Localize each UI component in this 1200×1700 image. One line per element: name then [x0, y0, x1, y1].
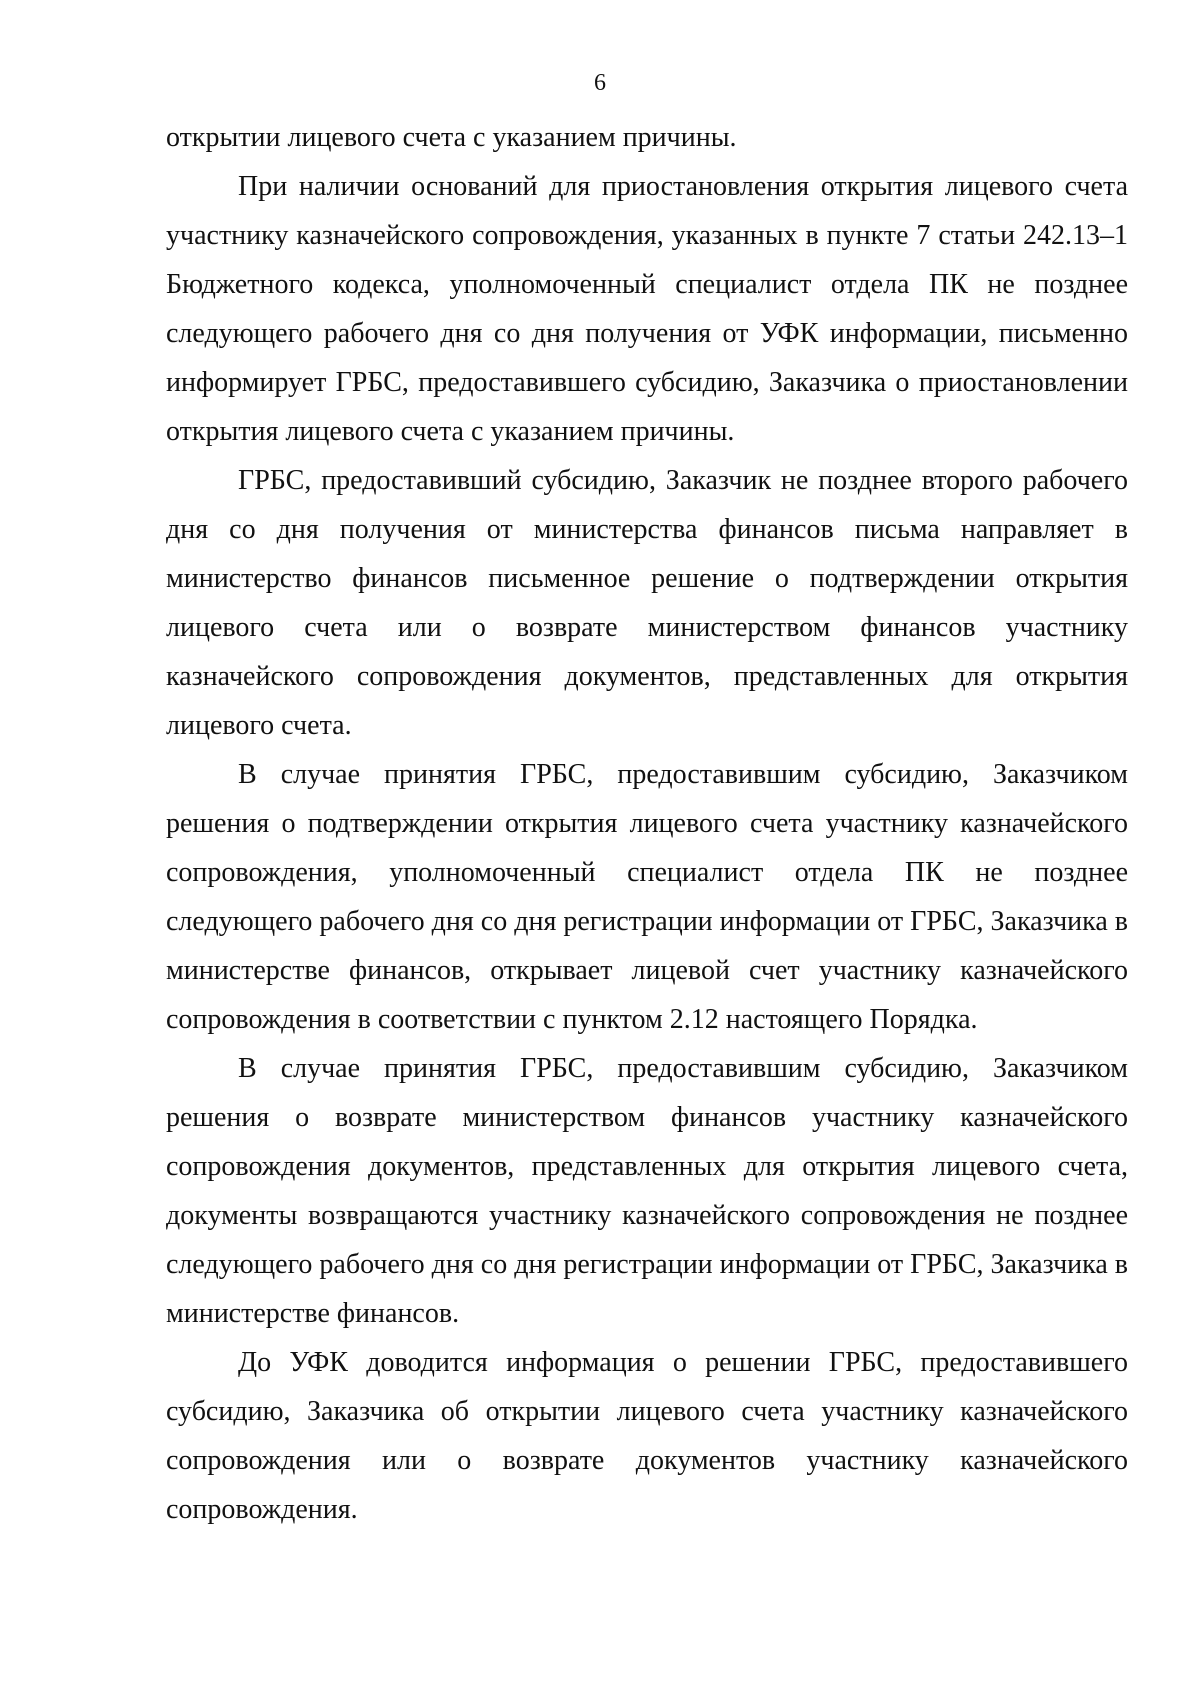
paragraph-grbs-decision: ГРБС, предоставивший субсидию, Заказчик не позднее второго рабочего дня со дня получения от министерства финансов письма направляет в министерство финансов письменное решение о подтверждении открытия лицевого счета или о возврате министерством финансов участнику казначейского сопровождения документов, представленных для открытия лицевого счета. [166, 465, 1128, 741]
paragraph-ufk-notification: До УФК доводится информация о решении ГРБС, предоставившего субсидию, Заказчика об открытии лицевого счета участнику казначейского сопровождения или о возврате документов участнику казначейского сопровождения. [166, 1347, 1128, 1525]
paragraph-confirmation-case: В случае принятия ГРБС, предоставившим субсидию, Заказчиком решения о подтверждении открытия лицевого счета участнику казначейского сопровождения, уполномоченный специалист отдела ПК не позднее следующего рабочего дня со дня регистрации информации от ГРБС, Заказчика в министерстве финансов, открывает лицевой счет участнику казначейского сопровождения в соответствии с пунктом 2.12 настоящего Порядка. [166, 759, 1128, 1035]
document-body [166, 113, 1128, 1534]
page-number: 6 [594, 70, 606, 96]
paragraph-continuation: открытии лицевого счета с указанием причины. [166, 122, 737, 153]
paragraph-suspension-grounds: При наличии оснований для приостановления открытия лицевого счета участнику казначейского сопровождения, указанных в пункте 7 статьи 242.13–1 Бюджетного кодекса, уполномоченный специалист отдела ПК не позднее следующего рабочего дня со дня получения от УФК информации, письменно информирует ГРБС, предоставившего субсидию, Заказчика о приостановлении открытия лицевого счета с указанием причины. [166, 171, 1128, 447]
paragraph-return-case: В случае принятия ГРБС, предоставившим субсидию, Заказчиком решения о возврате министерством финансов участнику казначейского сопровождения документов, представленных для открытия лицевого счета, документы возвращаются участнику казначейского сопровождения не позднее следующего рабочего дня со дня регистрации информации от ГРБС, Заказчика в министерстве финансов. [166, 1053, 1128, 1329]
